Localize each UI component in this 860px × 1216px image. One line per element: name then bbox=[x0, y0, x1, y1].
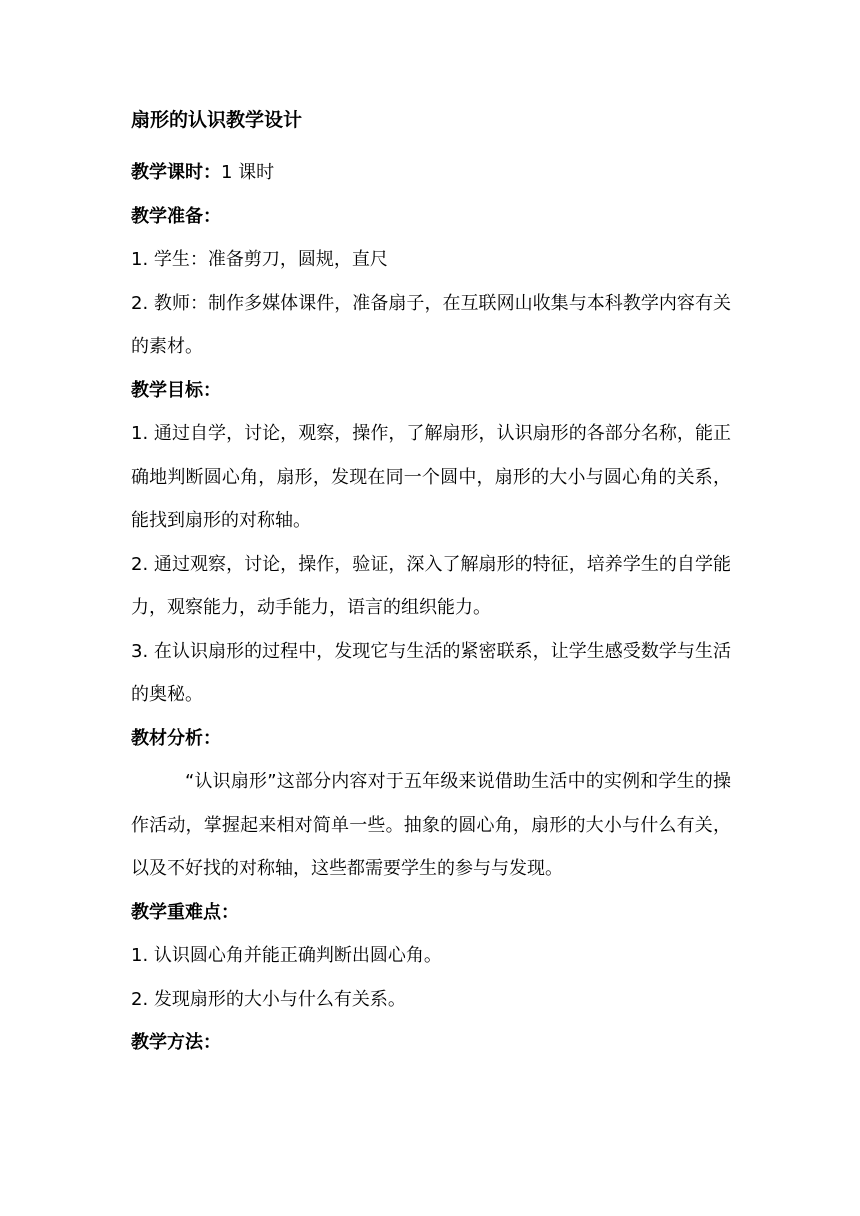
class-hours-value: 1 课时 bbox=[221, 162, 275, 183]
class-hours-label: 教学课时： bbox=[131, 162, 221, 183]
objective-item: 1. 通过自学，讨论，观察，操作，了解扇形，认识扇形的各部分名称，能正确地判断圆心角，扇形，发现在同一个圆中，扇形的大小与圆心角的关系，能找到扇形的对称轴。 bbox=[131, 423, 731, 531]
document-body bbox=[131, 108, 731, 1065]
objectives-heading: 教学目标： bbox=[131, 379, 221, 401]
key-point-item: 2. 发现扇形的大小与什么有关系。 bbox=[131, 988, 406, 1010]
key-points-heading: 教学重难点： bbox=[131, 901, 239, 923]
class-hours-line bbox=[131, 151, 731, 195]
objective-item: 3. 在认识扇形的过程中，发现它与生活的紧密联系，让学生感受数学与生活的奥秘。 bbox=[131, 640, 731, 705]
methods-heading: 教学方法： bbox=[131, 1032, 221, 1053]
document-title: 扇形的认识教学设计 bbox=[131, 109, 303, 131]
preparation-item: 2. 教师：制作多媒体课件，准备扇子，在互联网山收集与本科教学内容有关的素材。 bbox=[131, 292, 731, 357]
key-point-item: 1. 认识圆心角并能正确判断出圆心角。 bbox=[131, 945, 442, 966]
analysis-paragraph: “认识扇形”这部分内容对于五年级来说借助生活中的实例和学生的操作活动，掌握起来相对简单一些。抽象的圆心角，扇形的大小与什么有关，以及不好找的对称轴，这些都需要学生的参与与发现。 bbox=[131, 771, 731, 879]
analysis-heading: 教材分析： bbox=[131, 727, 221, 749]
preparation-heading: 教学准备： bbox=[131, 205, 221, 227]
preparation-item: 1. 学生：准备剪刀，圆规，直尺 bbox=[131, 249, 388, 270]
objective-item: 2. 通过观察，讨论，操作，验证，深入了解扇形的特征，培养学生的自学能力，观察能力，动手能力，语言的组织能力。 bbox=[131, 553, 731, 618]
